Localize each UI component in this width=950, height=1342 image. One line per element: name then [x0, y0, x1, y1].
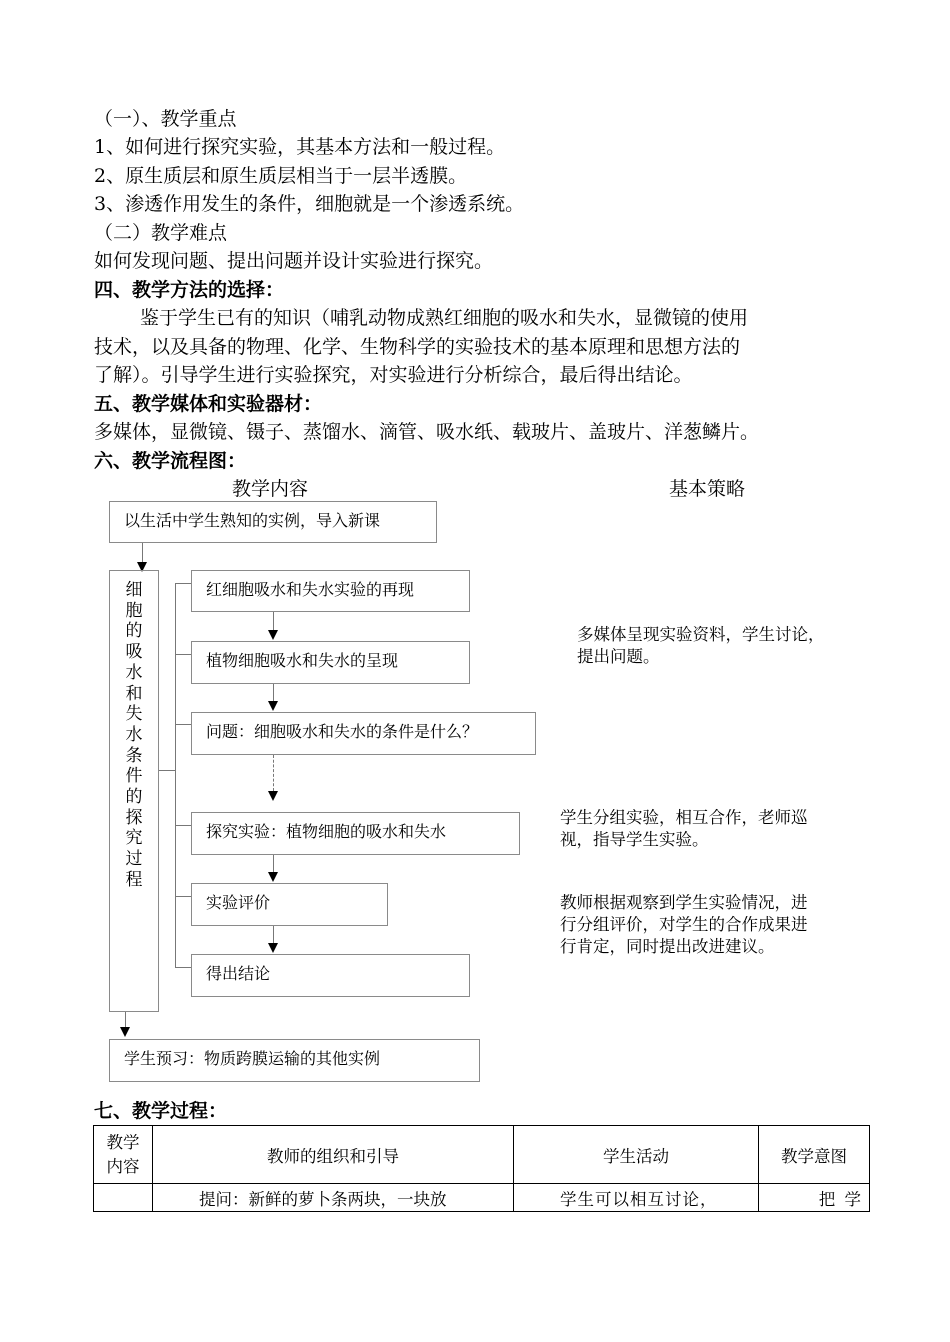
vertical-char: 和 [125, 683, 143, 704]
header-student: 学生活动 [514, 1126, 759, 1184]
arrow-down-icon [268, 791, 278, 801]
process-table [93, 1125, 870, 1212]
method-title: 四、教学方法的选择： [94, 279, 285, 301]
arrow-down-icon [268, 630, 278, 640]
flow-step-3: 问题：细胞吸水和失水的条件是什么？ [191, 712, 536, 755]
table-row [94, 1184, 870, 1212]
strategy-2 [560, 807, 808, 851]
key-points-title: （一）、教学重点 [94, 108, 237, 130]
vertical-char: 的 [125, 787, 143, 808]
bracket-branch [175, 724, 191, 725]
arrow-down-icon [268, 701, 278, 711]
header-teacher: 教师的组织和引导 [153, 1126, 514, 1184]
vertical-char: 胞 [125, 600, 143, 621]
flow-vertical-box [109, 570, 159, 1012]
key-point-2: 2、原生质层和原生质层相当于一层半透膜。 [94, 165, 468, 187]
bracket-branch [175, 967, 191, 968]
vertical-char: 水 [125, 662, 143, 683]
strategy-1 [577, 624, 825, 668]
vertical-char: 的 [125, 621, 143, 642]
vertical-char: 细 [125, 580, 143, 600]
cell-intent: 把 学 [759, 1184, 870, 1212]
bracket-branch [175, 654, 191, 655]
flow-step-1: 红细胞吸水和失水实验的再现 [191, 570, 470, 612]
flow-step-5: 实验评价 [191, 883, 388, 926]
flow-title: 六、教学流程图： [94, 450, 247, 472]
flow-step-6: 得出结论 [191, 954, 470, 997]
bracket-branch [175, 896, 191, 897]
arrow-line-5 [273, 855, 274, 873]
vertical-char: 究 [125, 828, 143, 849]
arrow-down-icon [120, 1027, 130, 1037]
arrow-down-icon [268, 943, 278, 953]
flow-step-4: 探究实验：植物细胞的吸水和失水 [191, 812, 520, 855]
vertical-char: 条 [125, 745, 143, 766]
strategy-line: 学生分组实验，相互合作，老师巡 [560, 808, 808, 827]
flow-step-2: 植物细胞吸水和失水的呈现 [191, 641, 470, 684]
bracket-spine [175, 583, 176, 968]
arrow-line-3 [273, 684, 274, 701]
arrow-line-6 [273, 926, 274, 944]
method-line-3: 了解）。引导学生进行实验探究，对实验进行分析综合，最后得出结论。 [94, 364, 693, 386]
strategy-3 [560, 892, 808, 958]
cell-teacher: 提问：新鲜的萝卜条两块，一块放 [153, 1184, 514, 1212]
vertical-char: 探 [125, 807, 143, 828]
arrow-line-4 [273, 755, 275, 791]
strategy-line: 提出问题。 [577, 647, 660, 666]
method-line-1: 鉴于学生已有的知识（哺乳动物成熟红细胞的吸水和失水，显微镜的使用 [140, 307, 749, 329]
vertical-char: 过 [125, 849, 143, 870]
vertical-char: 失 [125, 704, 143, 725]
key-point-1: 1、如何进行探究实验，其基本方法和一般过程。 [94, 136, 506, 158]
bracket-branch [175, 583, 191, 584]
media-text: 多媒体，显微镜、镊子、蒸馏水、滴管、吸水纸、载玻片、盖玻片、洋葱鳞片。 [94, 421, 760, 443]
arrow-line-2 [273, 612, 274, 630]
header-content: 教学内容 [94, 1126, 153, 1184]
flow-col-content: 教学内容 [232, 478, 309, 500]
vertical-char: 水 [125, 724, 143, 745]
strategy-line: 行肯定，同时提出改进建议。 [560, 937, 775, 956]
bracket-branch [175, 825, 191, 826]
flow-outro-box: 学生预习：物质跨膜运输的其他实例 [109, 1039, 480, 1082]
key-point-3: 3、渗透作用发生的条件，细胞就是一个渗透系统。 [94, 193, 525, 215]
table-header-row [94, 1126, 870, 1184]
flow-col-strategy: 基本策略 [669, 478, 746, 500]
header-intent: 教学意图 [759, 1126, 870, 1184]
vertical-char: 吸 [125, 642, 143, 663]
vertical-char: 件 [125, 766, 143, 787]
bracket-tick [159, 770, 175, 771]
strategy-line: 视，指导学生实验。 [560, 830, 709, 849]
arrow-down-icon [268, 872, 278, 882]
strategy-line: 多媒体呈现实验资料，学生讨论， [577, 625, 825, 644]
strategy-line: 行分组评价，对学生的合作成果进 [560, 915, 808, 934]
cell-student: 学生可以相互讨论， [514, 1184, 759, 1212]
vertical-char: 程 [125, 869, 143, 890]
cell-content [94, 1184, 153, 1212]
media-title: 五、教学媒体和实验器材： [94, 393, 323, 415]
flow-intro-box: 以生活中学生熟知的实例，导入新课 [109, 501, 437, 543]
difficulty-title: （二）教学难点 [94, 222, 228, 244]
method-line-2: 技术，以及具备的物理、化学、生物科学的实验技术的基本原理和思想方法的 [94, 336, 741, 358]
arrow-line-7 [125, 1012, 126, 1027]
strategy-line: 教师根据观察到学生实验情况，进 [560, 893, 808, 912]
difficulty-text: 如何发现问题、提出问题并设计实验进行探究。 [94, 250, 494, 272]
process-title: 七、教学过程： [94, 1100, 228, 1122]
